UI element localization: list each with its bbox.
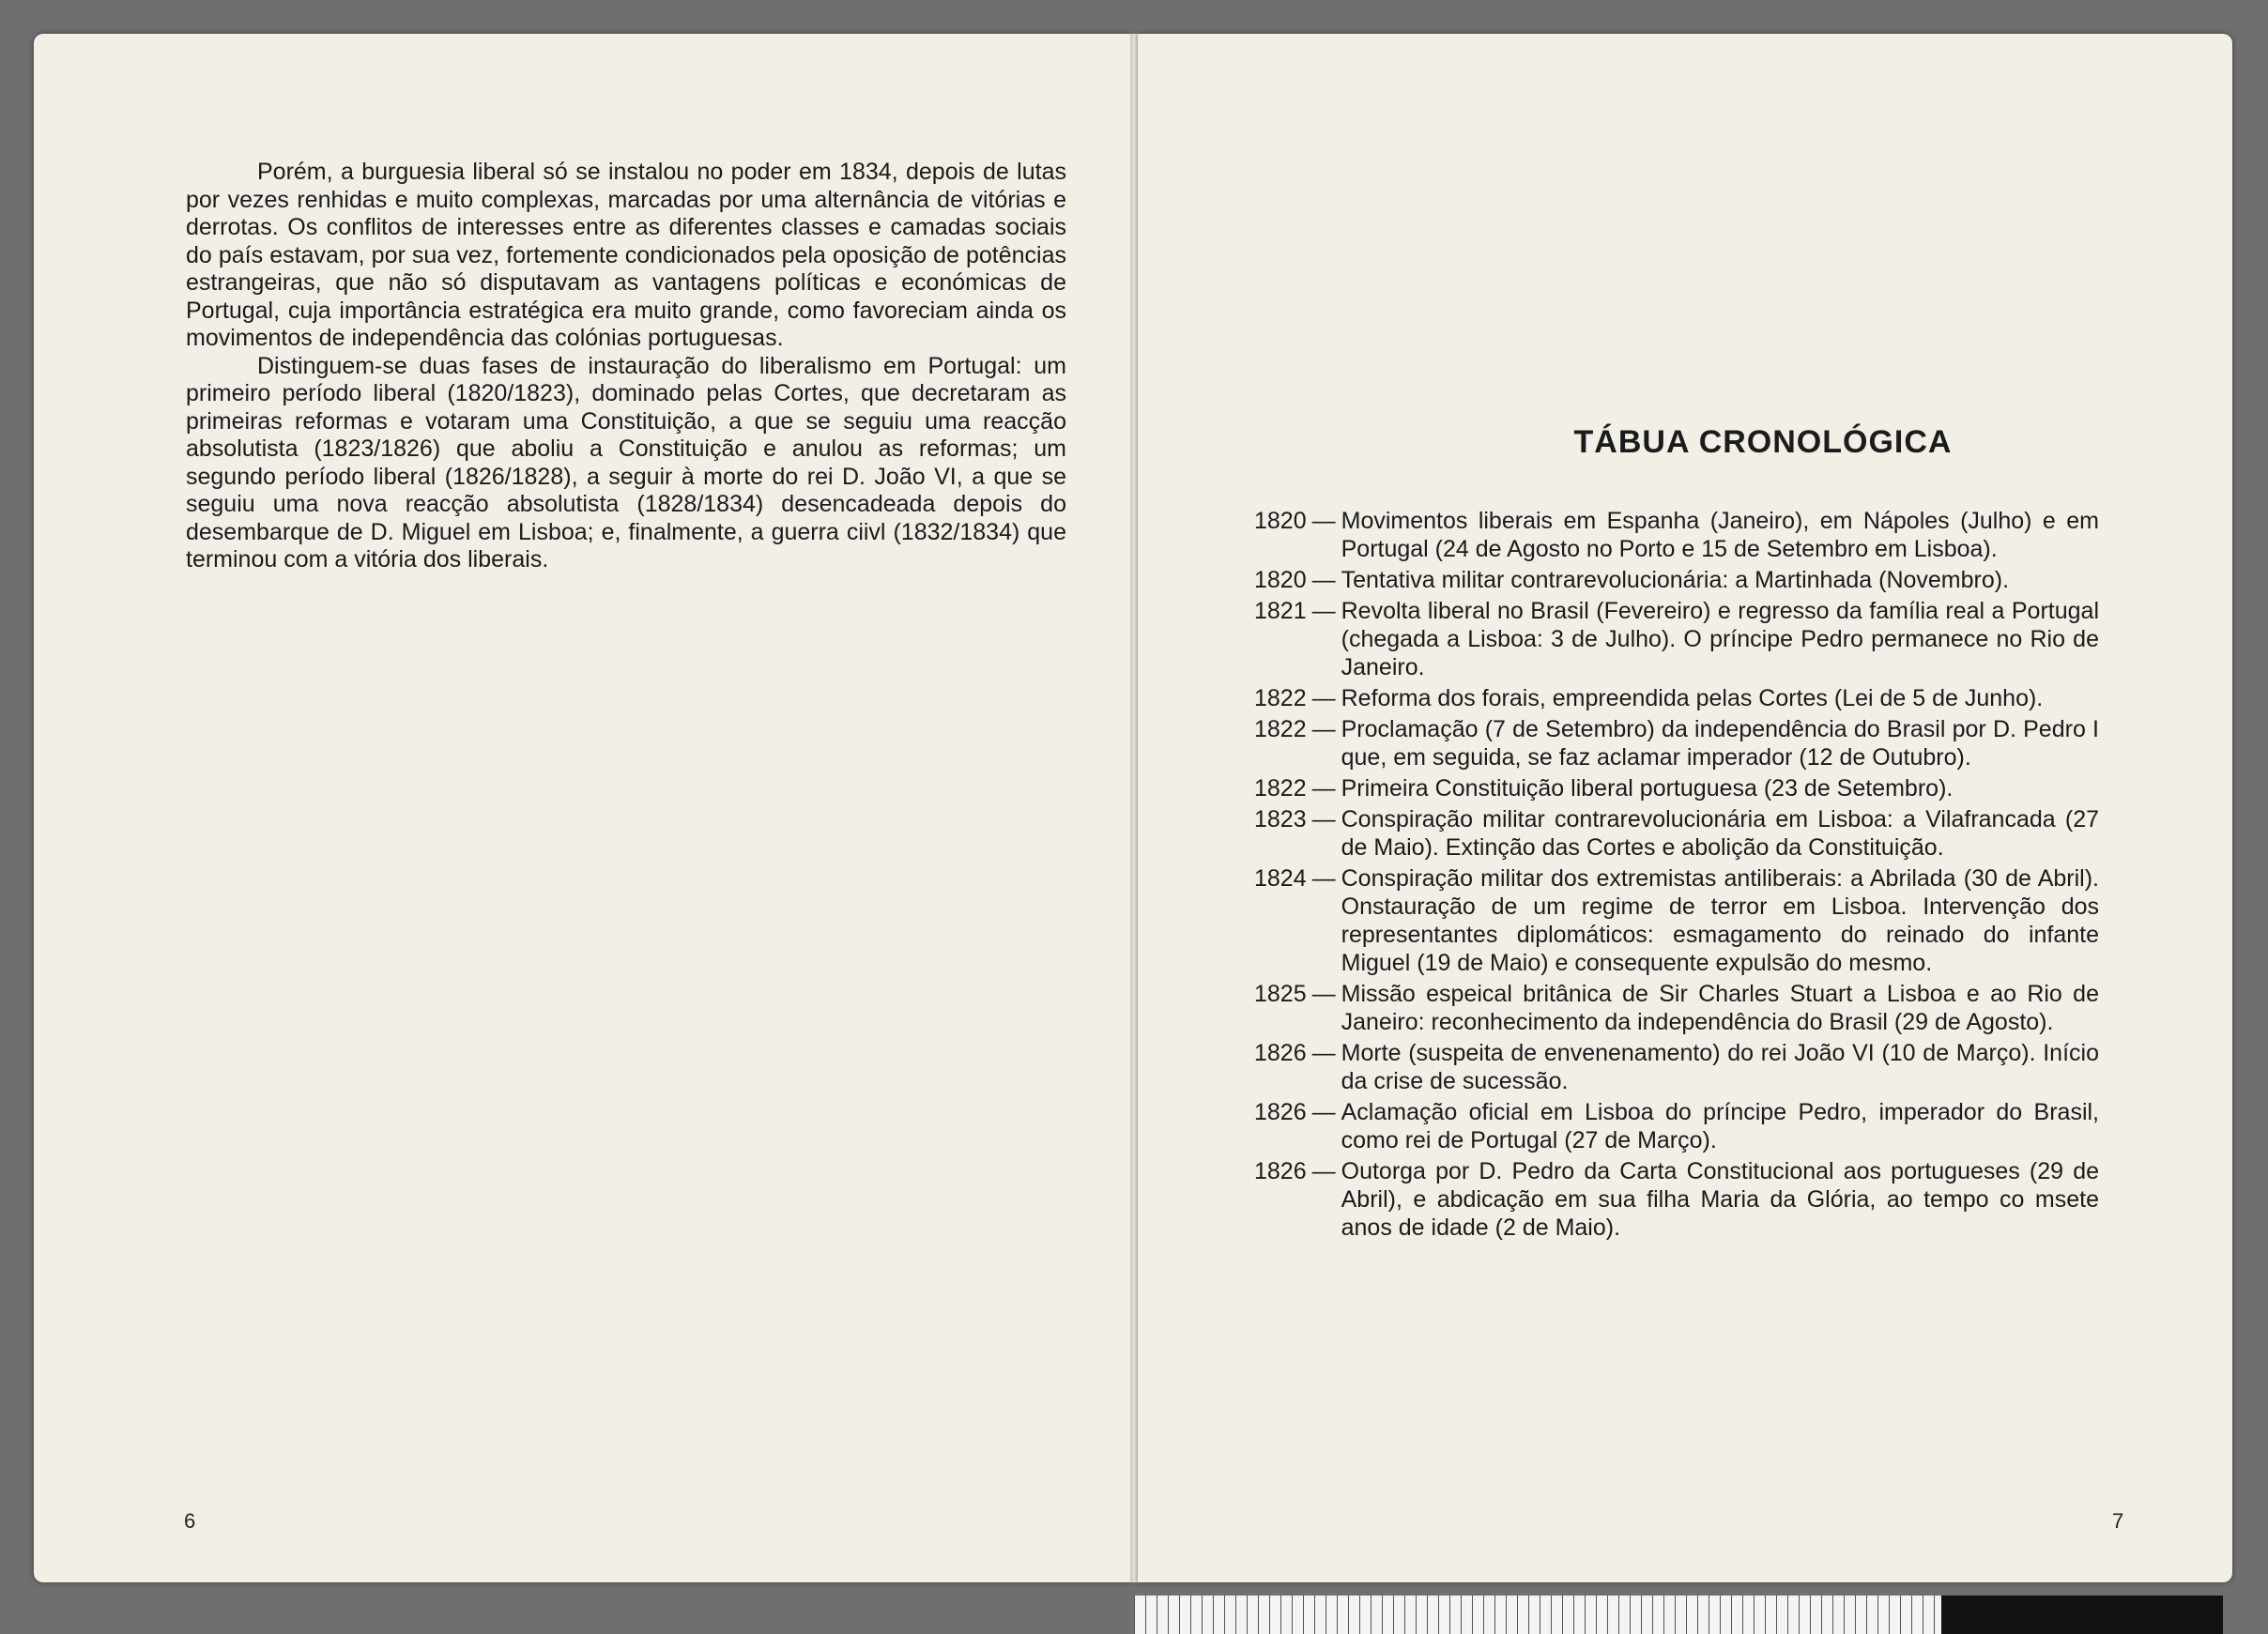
entry-text: Conspiração militar contrarevolucionária em Lisboa: a Vilafrancada (27 de Maio). Extinção das Cortes e abolição da Constituição. <box>1341 806 2099 861</box>
entry-text: Reforma dos forais, empreendida pelas Cortes (Lei de 5 de Junho). <box>1341 685 2044 711</box>
entry-year: 1821 <box>1254 598 1307 624</box>
entry-text: Outorga por D. Pedro da Carta Constitucional aos portugueses (29 de Abril), e abdicação em sua filha Maria da Glória, ao tempo co msete anos de idade (2 de Maio). <box>1341 1158 2099 1241</box>
entry-year: 1825 <box>1254 981 1307 1007</box>
left-page <box>34 34 1132 1582</box>
chronology-entry <box>1254 1039 2099 1095</box>
entry-dash: — <box>1311 865 1336 892</box>
entry-dash: — <box>1311 1158 1336 1184</box>
chronology-entry <box>1254 980 2099 1036</box>
chronology-entry <box>1254 805 2099 862</box>
chronology-entry <box>1254 1098 2099 1154</box>
entry-dash: — <box>1311 775 1336 802</box>
entry-dash: — <box>1311 598 1336 624</box>
entry-year: 1823 <box>1254 806 1307 832</box>
entry-year: 1822 <box>1254 685 1307 711</box>
entry-dash: — <box>1311 981 1336 1007</box>
ruler-dark-segment <box>1941 1596 2223 1634</box>
entry-year: 1822 <box>1254 716 1307 742</box>
entry-text: Aclamação oficial em Lisboa do príncipe Pedro, imperador do Brasil, como rei de Portugal (27 de Março). <box>1341 1099 2099 1153</box>
scale-ruler <box>1134 1596 2223 1634</box>
entry-text: Missão espeical britânica de Sir Charles Stuart a Lisboa e ao Rio de Janeiro: reconhecimento da independência do Brasil (29 de Agosto). <box>1341 981 2099 1035</box>
chronology-list <box>1254 507 2099 1245</box>
entry-year: 1826 <box>1254 1158 1307 1184</box>
chronology-entry <box>1254 864 2099 977</box>
left-page-body <box>186 159 1066 574</box>
entry-year: 1824 <box>1254 865 1307 892</box>
chronology-entry <box>1254 774 2099 802</box>
chronology-entry <box>1254 566 2099 594</box>
entry-text: Primeira Constituição liberal portuguesa (23 de Setembro). <box>1341 775 1954 802</box>
entry-dash: — <box>1311 685 1336 711</box>
page-number-left: 6 <box>184 1509 196 1533</box>
chronology-entry <box>1254 597 2099 681</box>
entry-year: 1826 <box>1254 1099 1307 1125</box>
entry-text: Morte (suspeita de envenenamento) do rei João VI (10 de Março). Início da crise de sucessão. <box>1341 1040 2099 1094</box>
chronology-entry <box>1254 507 2099 563</box>
entry-text: Proclamação (7 de Setembro) da independência do Brasil por D. Pedro I que, em seguida, se faz aclamar imperador (12 de Outubro). <box>1341 716 2099 771</box>
entry-year: 1820 <box>1254 508 1307 534</box>
entry-dash: — <box>1311 1040 1336 1066</box>
entry-text: Revolta liberal no Brasil (Fevereiro) e regresso da família real a Portugal (chegada a Lisboa: 3 de Julho). O príncipe Pedro permanece no Rio de Janeiro. <box>1341 598 2099 680</box>
entry-text: Movimentos liberais em Espanha (Janeiro), em Nápoles (Julho) e em Portugal (24 de Agosto no Porto e 15 de Setembro em Lisboa). <box>1341 508 2099 562</box>
chronology-title: TÁBUA CRONOLÓGICA <box>1573 424 1953 460</box>
entry-dash: — <box>1311 567 1336 593</box>
paragraph-2: Distinguem-se duas fases de instauração do liberalismo em Portugal: um primeiro período liberal (1820/1823), dominado pelas Cortes, que decretaram as primeiras reformas e votaram uma Constituição, a que se seguiu uma reacção absolutista (1823/1826) que aboliu a Constituição e anulou as reformas; um segundo período liberal (1826/1828), a seguir à morte do rei D. João VI, a que se seguiu uma nova reacção absolutista (1828/1834) desencadeada depois do desembarque de D. Miguel em Lisboa; e, finalmente, a guerra ciivl (1832/1834) que terminou com a vitória dos liberais. <box>186 352 1066 573</box>
entry-dash: — <box>1311 716 1336 742</box>
chronology-entry <box>1254 1157 2099 1242</box>
entry-text: Conspiração militar dos extremistas antiliberais: a Abrilada (30 de Abril). Onstauração de um regime de terror em Lisboa. Intervenção dos representantes diplomáticos: esmagamento do reinado do infante Miguel (19 de Maio) e consequente expulsão do mesmo. <box>1341 865 2099 976</box>
entry-year: 1826 <box>1254 1040 1307 1066</box>
entry-dash: — <box>1311 806 1336 832</box>
entry-dash: — <box>1311 508 1336 534</box>
page-number-right: 7 <box>2112 1509 2124 1533</box>
chronology-entry <box>1254 715 2099 771</box>
entry-year: 1822 <box>1254 775 1307 802</box>
entry-text: Tentativa militar contrarevolucionária: a Martinhada (Novembro). <box>1341 567 2010 593</box>
entry-dash: — <box>1311 1099 1336 1125</box>
paragraph-1: Porém, a burguesia liberal só se instalou no poder em 1834, depois de lutas por vezes renhidas e muito complexas, marcadas por uma alternância de vitórias e derrotas. Os conflitos de interesses entre as diferentes classes e camadas sociais do país estavam, por sua vez, fortemente condicionados pela oposição de potências estrangeiras, que não só disputavam as vantagens políticas e económicas de Portugal, cuja importância estratégica era muito grande, como favoreciam ainda os movimentos de independência das colónias portuguesas. <box>186 159 1066 351</box>
entry-year: 1820 <box>1254 567 1307 593</box>
chronology-entry <box>1254 684 2099 712</box>
